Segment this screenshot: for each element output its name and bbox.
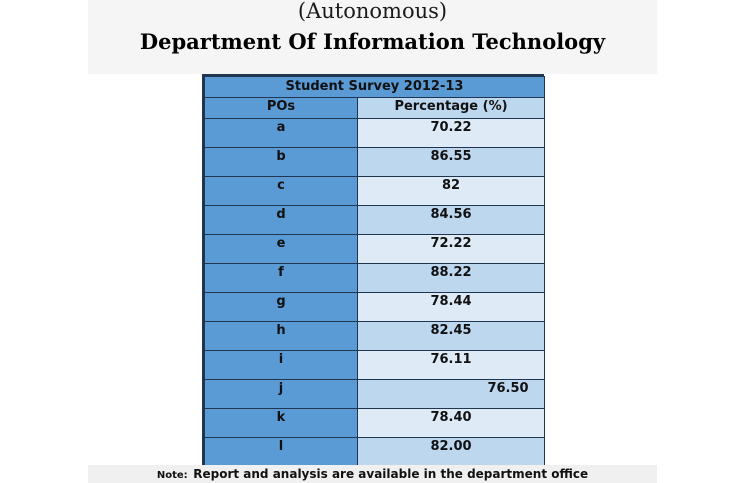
table-body	[205, 119, 545, 467]
po-cell: h	[205, 322, 358, 351]
percentage-cell	[358, 322, 545, 351]
column-header-pos: POs	[205, 98, 358, 119]
table-row	[205, 409, 545, 438]
percentage-cell	[358, 119, 545, 148]
footer-note	[88, 465, 657, 483]
po-cell: l	[205, 438, 358, 467]
percentage-value: 82.45	[430, 323, 472, 338]
table-row	[205, 322, 545, 351]
survey-table	[204, 76, 545, 467]
table-caption-row	[205, 77, 545, 98]
percentage-value: 76.50	[487, 381, 529, 396]
note-text: Report and analysis are available in the department office	[193, 467, 589, 481]
header	[88, 0, 657, 74]
po-cell: a	[205, 119, 358, 148]
percentage-value: 78.40	[430, 410, 472, 425]
table-caption: Student Survey 2012-13	[205, 77, 545, 98]
table-row	[205, 264, 545, 293]
table-row	[205, 235, 545, 264]
percentage-cell	[358, 235, 545, 264]
po-cell: k	[205, 409, 358, 438]
table-header-row	[205, 98, 545, 119]
percentage-cell	[358, 293, 545, 322]
survey-table-container	[202, 74, 544, 465]
po-cell: g	[205, 293, 358, 322]
po-cell: c	[205, 177, 358, 206]
percentage-cell	[358, 380, 545, 409]
percentage-value: 82.00	[430, 439, 472, 454]
column-header-percentage: Percentage (%)	[358, 98, 545, 119]
table-row	[205, 351, 545, 380]
po-cell: b	[205, 148, 358, 177]
po-cell: f	[205, 264, 358, 293]
table-row	[205, 177, 545, 206]
percentage-cell	[358, 351, 545, 380]
table-row	[205, 380, 545, 409]
table-row	[205, 438, 545, 467]
percentage-value: 86.55	[430, 149, 472, 164]
percentage-value: 72.22	[430, 236, 472, 251]
percentage-value: 84.56	[430, 207, 472, 222]
department-title: Department Of Information Technology	[139, 29, 606, 54]
percentage-cell	[358, 438, 545, 467]
percentage-cell	[358, 148, 545, 177]
po-cell: j	[205, 380, 358, 409]
table-row	[205, 148, 545, 177]
percentage-value: 70.22	[430, 120, 472, 135]
table-row	[205, 119, 545, 148]
percentage-value: 82	[441, 178, 461, 193]
percentage-cell	[358, 264, 545, 293]
table-row	[205, 206, 545, 235]
po-cell: d	[205, 206, 358, 235]
po-cell: i	[205, 351, 358, 380]
percentage-cell	[358, 206, 545, 235]
percentage-value: 76.11	[430, 352, 472, 367]
note-label: Note:	[156, 470, 188, 481]
po-cell: e	[205, 235, 358, 264]
institution-subtitle: (Autonomous)	[297, 0, 448, 23]
percentage-cell	[358, 409, 545, 438]
percentage-value: 78.44	[430, 294, 472, 309]
table-row	[205, 293, 545, 322]
percentage-value: 88.22	[430, 265, 472, 280]
percentage-cell	[358, 177, 545, 206]
